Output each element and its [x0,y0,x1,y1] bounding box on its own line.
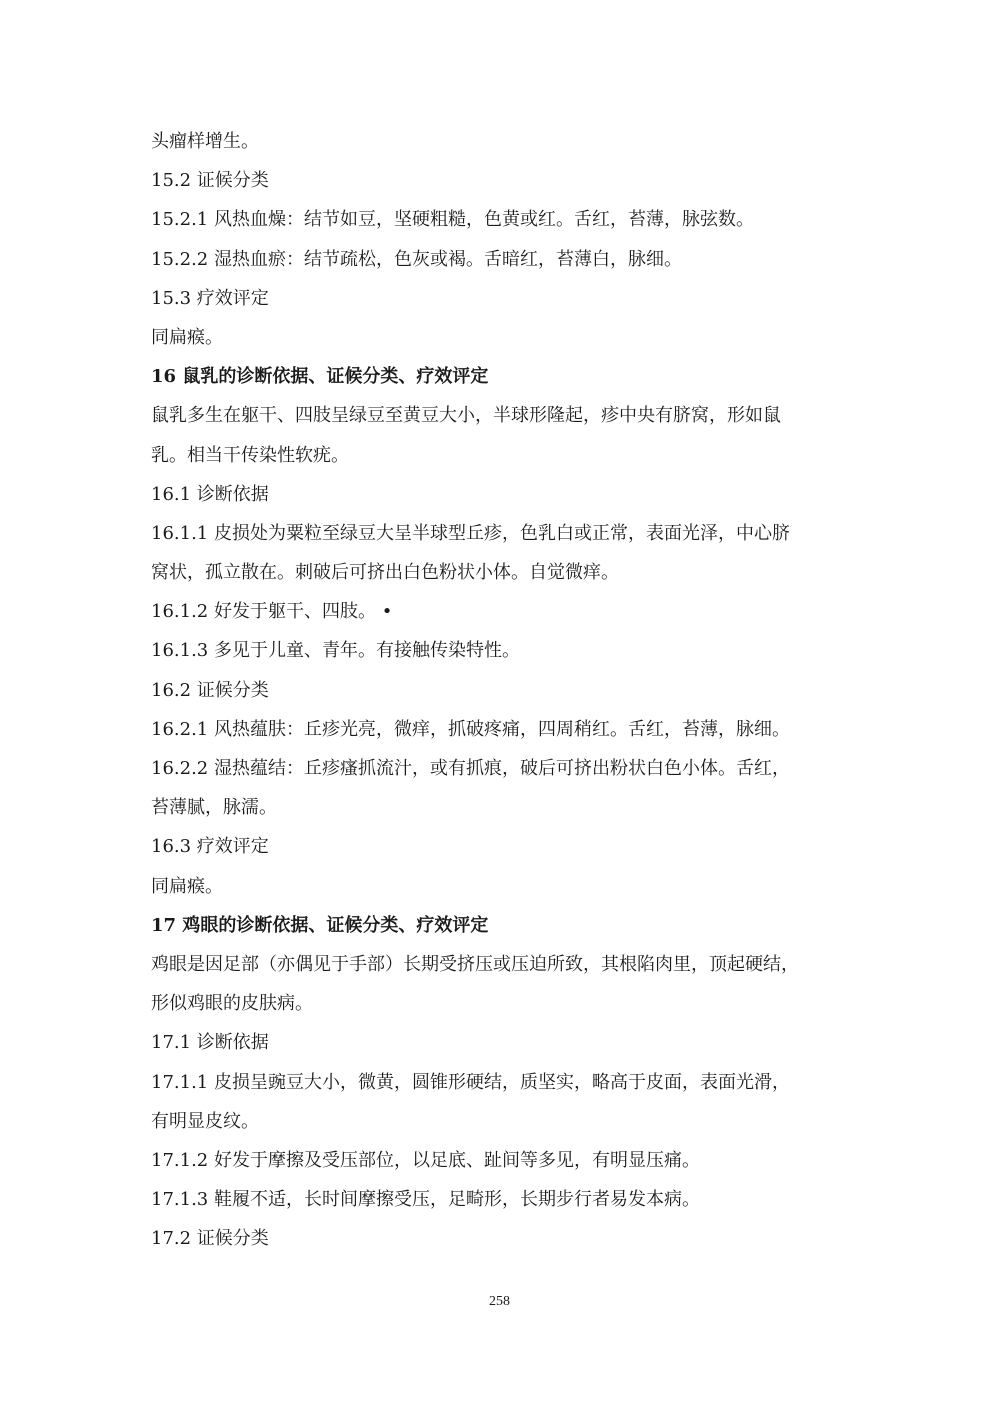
body-text-line: 同扁瘊。 [151,875,223,897]
section-heading-15-2: 15.2 证候分类 [151,170,269,192]
body-text-line: 15.2.2 湿热血瘀：结节疏松，色灰或褐。舌暗红，苔薄白，脉细。 [151,248,682,270]
body-text-line: 鼠乳多生在躯干、四肢呈绿豆至黄豆大小，半球形隆起，疹中央有脐窝，形如鼠 [151,405,781,427]
body-text-line: 同扁瘊。 [151,326,223,348]
page-number: 258 [489,1294,510,1309]
body-text-line: 17.1.1 皮损呈豌豆大小，微黄，圆锥形硬结，质坚实，略高于皮面，表面光滑， [151,1071,790,1093]
body-text-line: 16.2.1 风热蕴肤：丘疹光亮，微痒，抓破疼痛，四周稍红。舌红，苔薄，脉细。 [151,718,790,740]
body-text-line: 16.1.1 皮损处为粟粒至绿豆大呈半球型丘疹，色乳白或正常，表面光泽，中心脐 [151,522,790,544]
body-text-line: 15.2.1 风热血燥：结节如豆，坚硬粗糙，色黄或红。舌红，苔薄，脉弦数。 [151,209,754,231]
body-text-line: 16.2.2 湿热蕴结：丘疹瘙抓流汁，或有抓痕，破后可挤出粉状白色小体。舌红， [151,758,790,779]
body-text-line: 有明显皮纹。 [151,1110,259,1132]
body-text-line: 17.1.2 好发于摩擦及受压部位，以足底、趾间等多见，有明显压痛。 [151,1149,700,1171]
section-heading-16-2: 16.2 证候分类 [151,679,269,701]
body-text-line: 乳。相当干传染性软疣。 [151,444,349,466]
body-text-line: 16.1.3 多见于儿童、青年。有接触传染特性。 [151,640,520,662]
chapter-heading-16: 16 鼠乳的诊断依据、证候分类、疗效评定 [151,366,489,388]
body-text-line: 16.1.2 好发于躯干、四肢。 • [151,601,393,623]
body-text-line: 鸡眼是因足部（亦偶见于手部）长期受挤压或压迫所致，其根陷肉里，顶起硬结， [151,953,799,975]
section-heading-17-2: 17.2 证候分类 [151,1228,269,1250]
chapter-heading-17: 17 鸡眼的诊断依据、证候分类、疗效评定 [151,914,489,936]
body-text-line: 形似鸡眼的皮肤病。 [151,993,313,1015]
body-text-line: 头瘤样增生。 [151,131,259,152]
section-heading-16-3: 16.3 疗效评定 [151,836,269,858]
body-text-line: 17.1.3 鞋履不适，长时间摩擦受压，足畸形，长期步行者易发本病。 [151,1189,700,1211]
body-text-line: 窝状，孤立散在。刺破后可挤出白色粉状小体。自觉微痒。 [151,562,619,584]
section-heading-15-3: 15.3 疗效评定 [151,287,269,309]
body-text-line: 苔薄腻，脉濡。 [151,797,277,819]
section-heading-17-1: 17.1 诊断依据 [151,1032,269,1054]
section-heading-16-1: 16.1 诊断依据 [151,483,269,505]
page-body [151,122,851,1258]
